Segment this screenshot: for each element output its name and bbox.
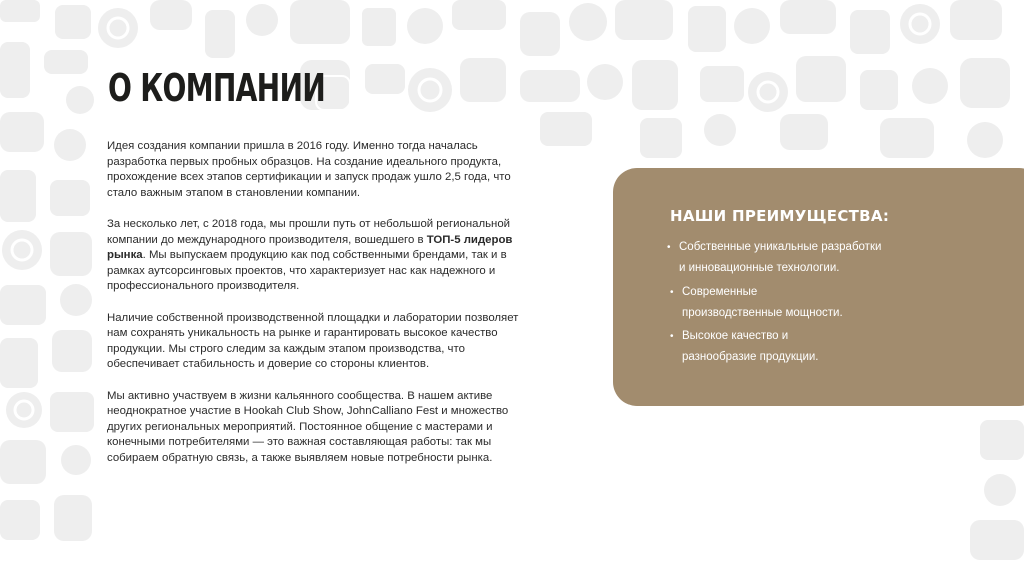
page-title: О КОМПАНИИ [108,66,326,110]
advantage-line: Современные [682,286,758,298]
about-paragraph-3: Наличие собственной производственной площадки и лаборатории позволяет нам сохранять уникальность на рынке и гарантировать высокое качество продукции. Мы строго следим за каждым этапом производства, что обеспечивает стабильность и доверие со стороны клиентов. [107,311,519,371]
about-paragraph-2-start: За несколько лет, с 2018 года, мы прошли путь от небольшой региональной компании до международного производителя, вошедшего в [107,217,511,246]
advantage-line: и инновационные технологии. [679,262,840,274]
advantages-title: НАШИ ПРЕИМУЩЕСТВА: [670,207,890,225]
bullet-icon: • [667,242,671,253]
about-paragraph-2-end: . Мы выпускаем продукцию как под собственными брендами, так и в рамках аутсорсинговых проектов, что характеризует нас как надежного и профессионального производителя. [107,249,507,293]
about-paragraph-1: Идея создания компании пришла в 2016 году. Именно тогда началась разработка первых пробных образцов. На создание идеального продукта, прохождение всех этапов сертификации и запуск продаж ушло 2,5 года, что стало важным этапом в становлении компании. [107,140,511,199]
bullet-icon: • [670,331,674,342]
advantages-panel [613,168,1024,406]
advantage-item [670,282,843,324]
advantage-line: Собственные уникальные разработки [679,241,882,253]
top5-highlight: ТОП-5 лидеров рынка [107,233,513,262]
about-text [107,139,527,482]
advantage-line: производственные мощности. [682,307,843,319]
bullet-icon: • [670,287,674,298]
about-paragraph-2 [107,217,527,295]
advantage-item [667,237,882,279]
advantage-line: разнообразие продукции. [682,351,819,363]
advantage-line: Высокое качество и [682,330,789,342]
about-paragraph-4: Мы активно участвуем в жизни кальянного сообщества. В нашем активе неоднократное участие в Hookah Club Show, JohnCalliano Fest и множество других региональных мероприятий. Постоянное общение с мастерами и конечными потребителями — это важная составляющая работы: так мы собираем обратную связь, а также выявляем новые потребности рынка. [107,389,509,464]
advantage-item [670,326,819,368]
